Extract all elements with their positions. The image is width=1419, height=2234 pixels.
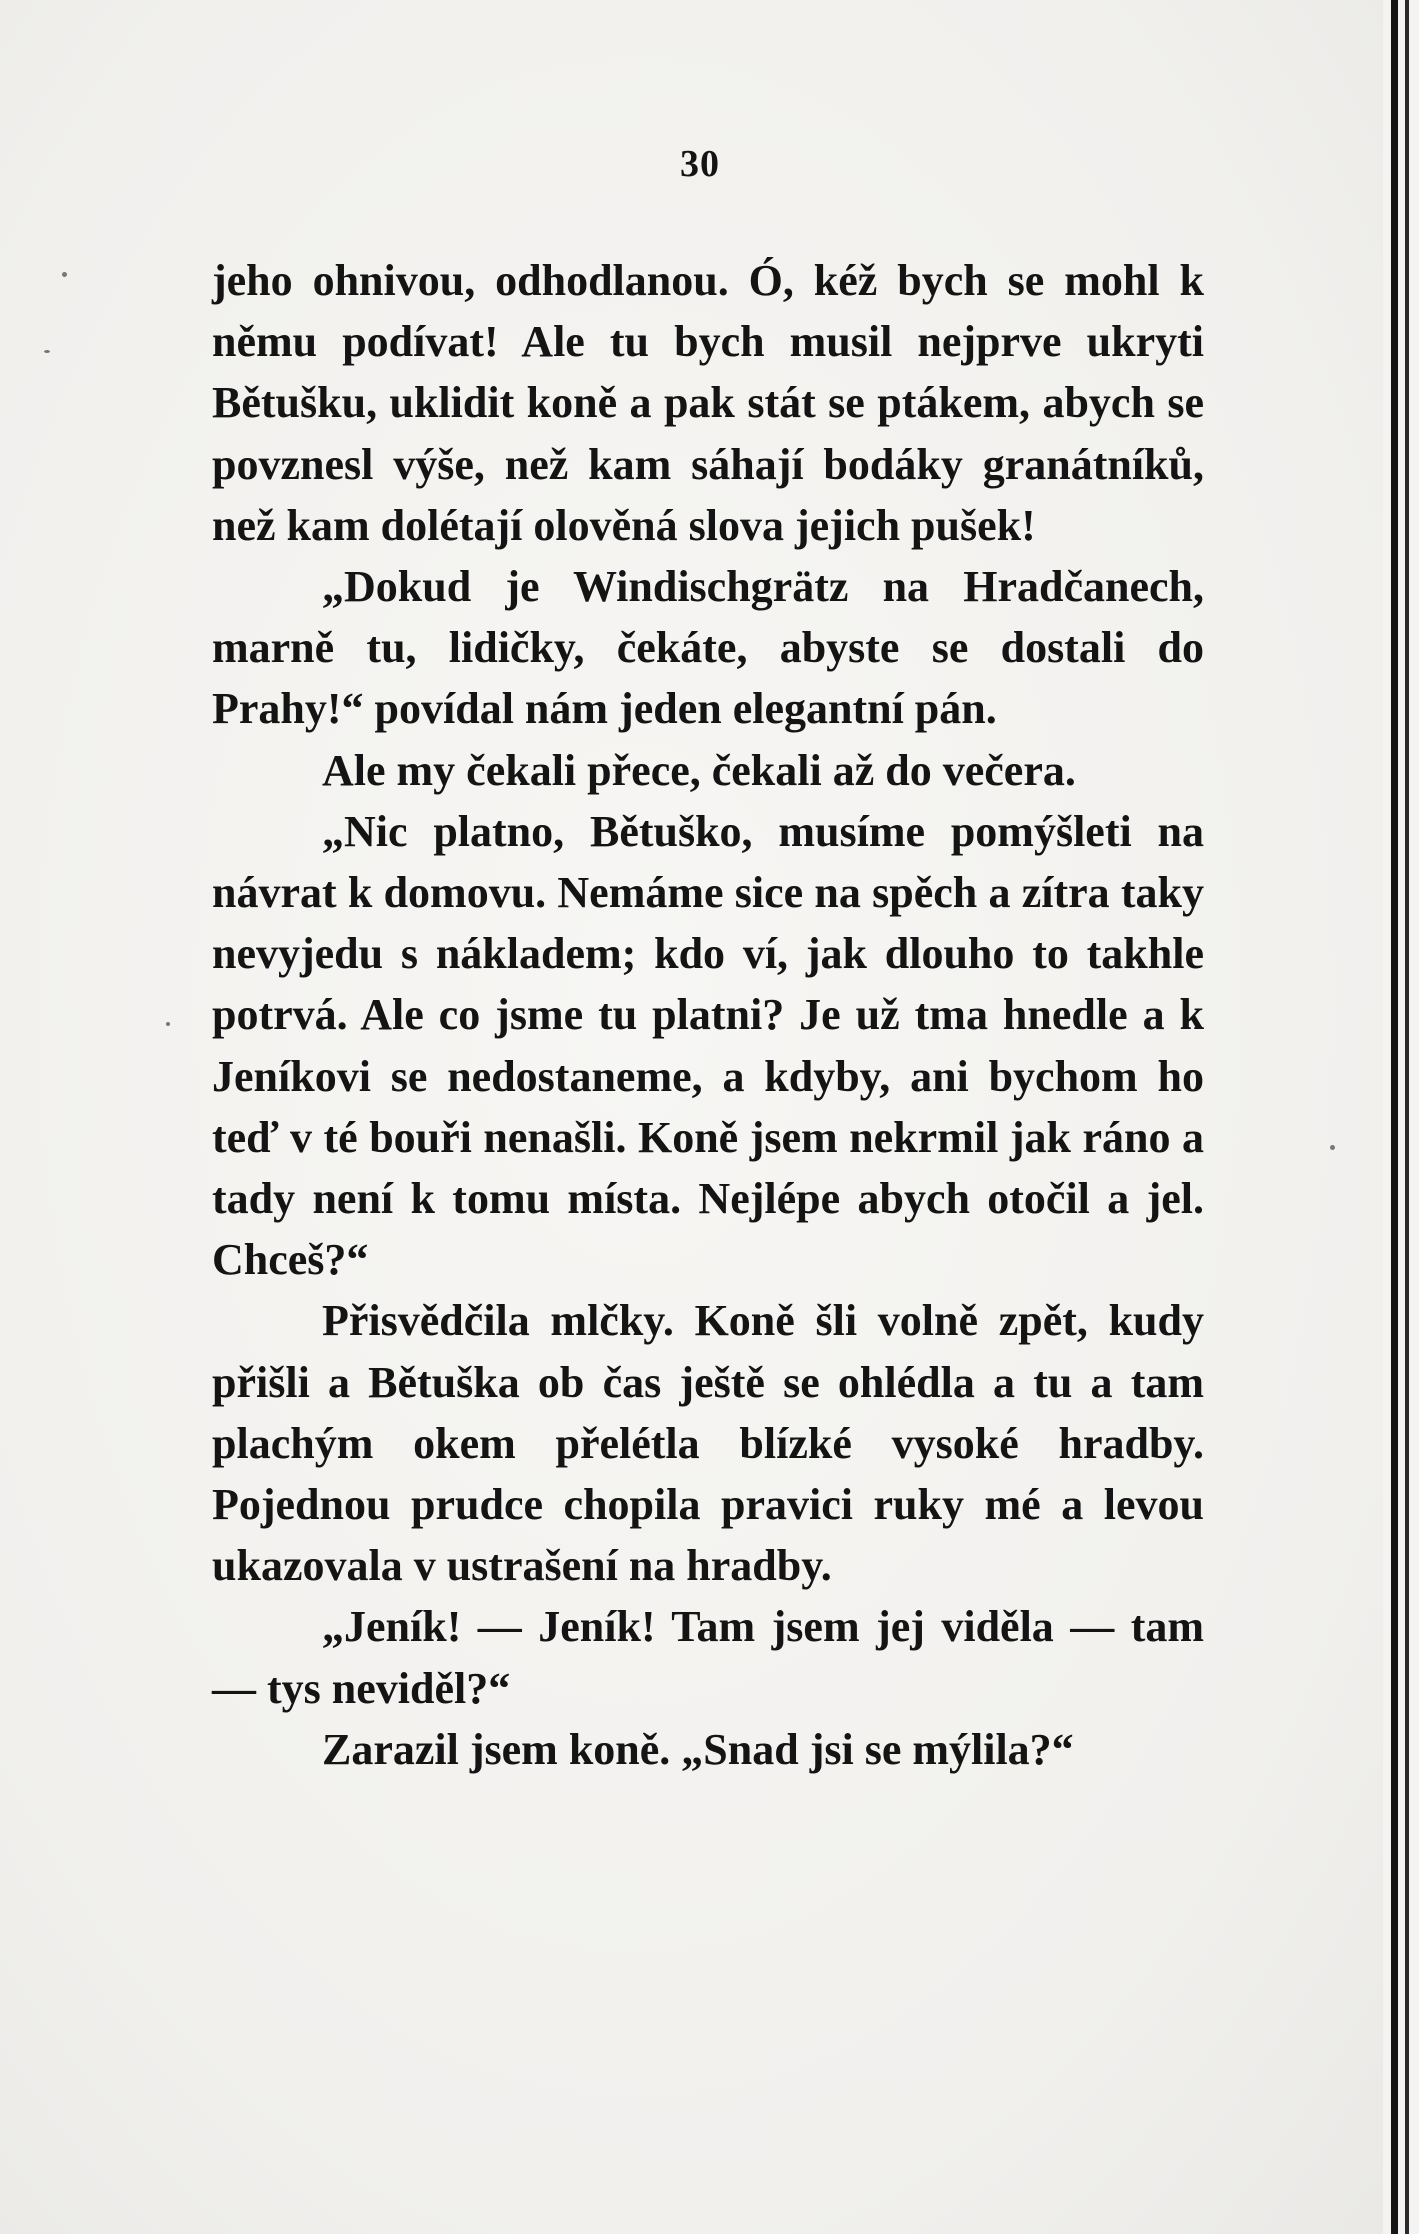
paragraph: Zarazil jsem koně. „Snad jsi se mýlila?“ xyxy=(322,1724,1074,1774)
page-speck xyxy=(44,350,50,353)
paragraph: jeho ohnivou, odhodlanou. Ó, kéž bych se mohl k němu podívat! Ale tu bych musil nejprve ukryti Bětušku, uklidit koně a pak stát se ptákem, abych se povznesl výše, než kam sáhají bodáky granátníků, než kam dolétají olověná slova jejich pušek! xyxy=(212,256,1204,550)
body-text xyxy=(212,250,1204,1780)
paragraph: „Nic platno, Bětuško, musíme pomýšleti na návrat k domovu. Nemáme sice na spěch a zítra taky nevyjedu s nákladem; kdo ví, jak dlouho to takhle potrvá. Ale co jsme tu platni? Je už tma hnedle a k Jeníkovi se nedostaneme, a kdyby, ani bychom ho teď v té bouři nenašli. Koně jsem nekrmil jak ráno a tady není k tomu místa. Nejlépe abych otočil a jel. Chceš?“ xyxy=(212,806,1204,1285)
page-edge-line xyxy=(1405,0,1409,2234)
page-speck xyxy=(166,1022,170,1026)
paragraph: „Jeník! — Jeník! Tam jsem jej viděla — tam — tys neviděl?“ xyxy=(212,1602,1204,1713)
page-speck xyxy=(62,272,67,277)
page-edge xyxy=(1383,0,1419,2234)
paragraph: Ale my čekali přece, čekali až do večera. xyxy=(322,745,1076,795)
paragraph: Přisvědčila mlčky. Koně šli volně zpět, kudy přišli a Bětuška ob čas ještě se ohlédla a tu a tam plachým okem přelétla blízké vysoké hradby. Pojednou prudce chopila pravici ruky mé a levou ukazovala v ustrašení na hradby. xyxy=(212,1296,1204,1591)
page-speck xyxy=(1330,1145,1335,1150)
page-number: 30 xyxy=(680,143,720,185)
page-edge-line xyxy=(1391,0,1398,2234)
paragraph: „Dokud je Windischgrätz na Hradčanech, marně tu, lidičky, čekáte, abyste se dostali do Prahy!“ povídal nám jeden elegantní pán. xyxy=(212,562,1204,734)
